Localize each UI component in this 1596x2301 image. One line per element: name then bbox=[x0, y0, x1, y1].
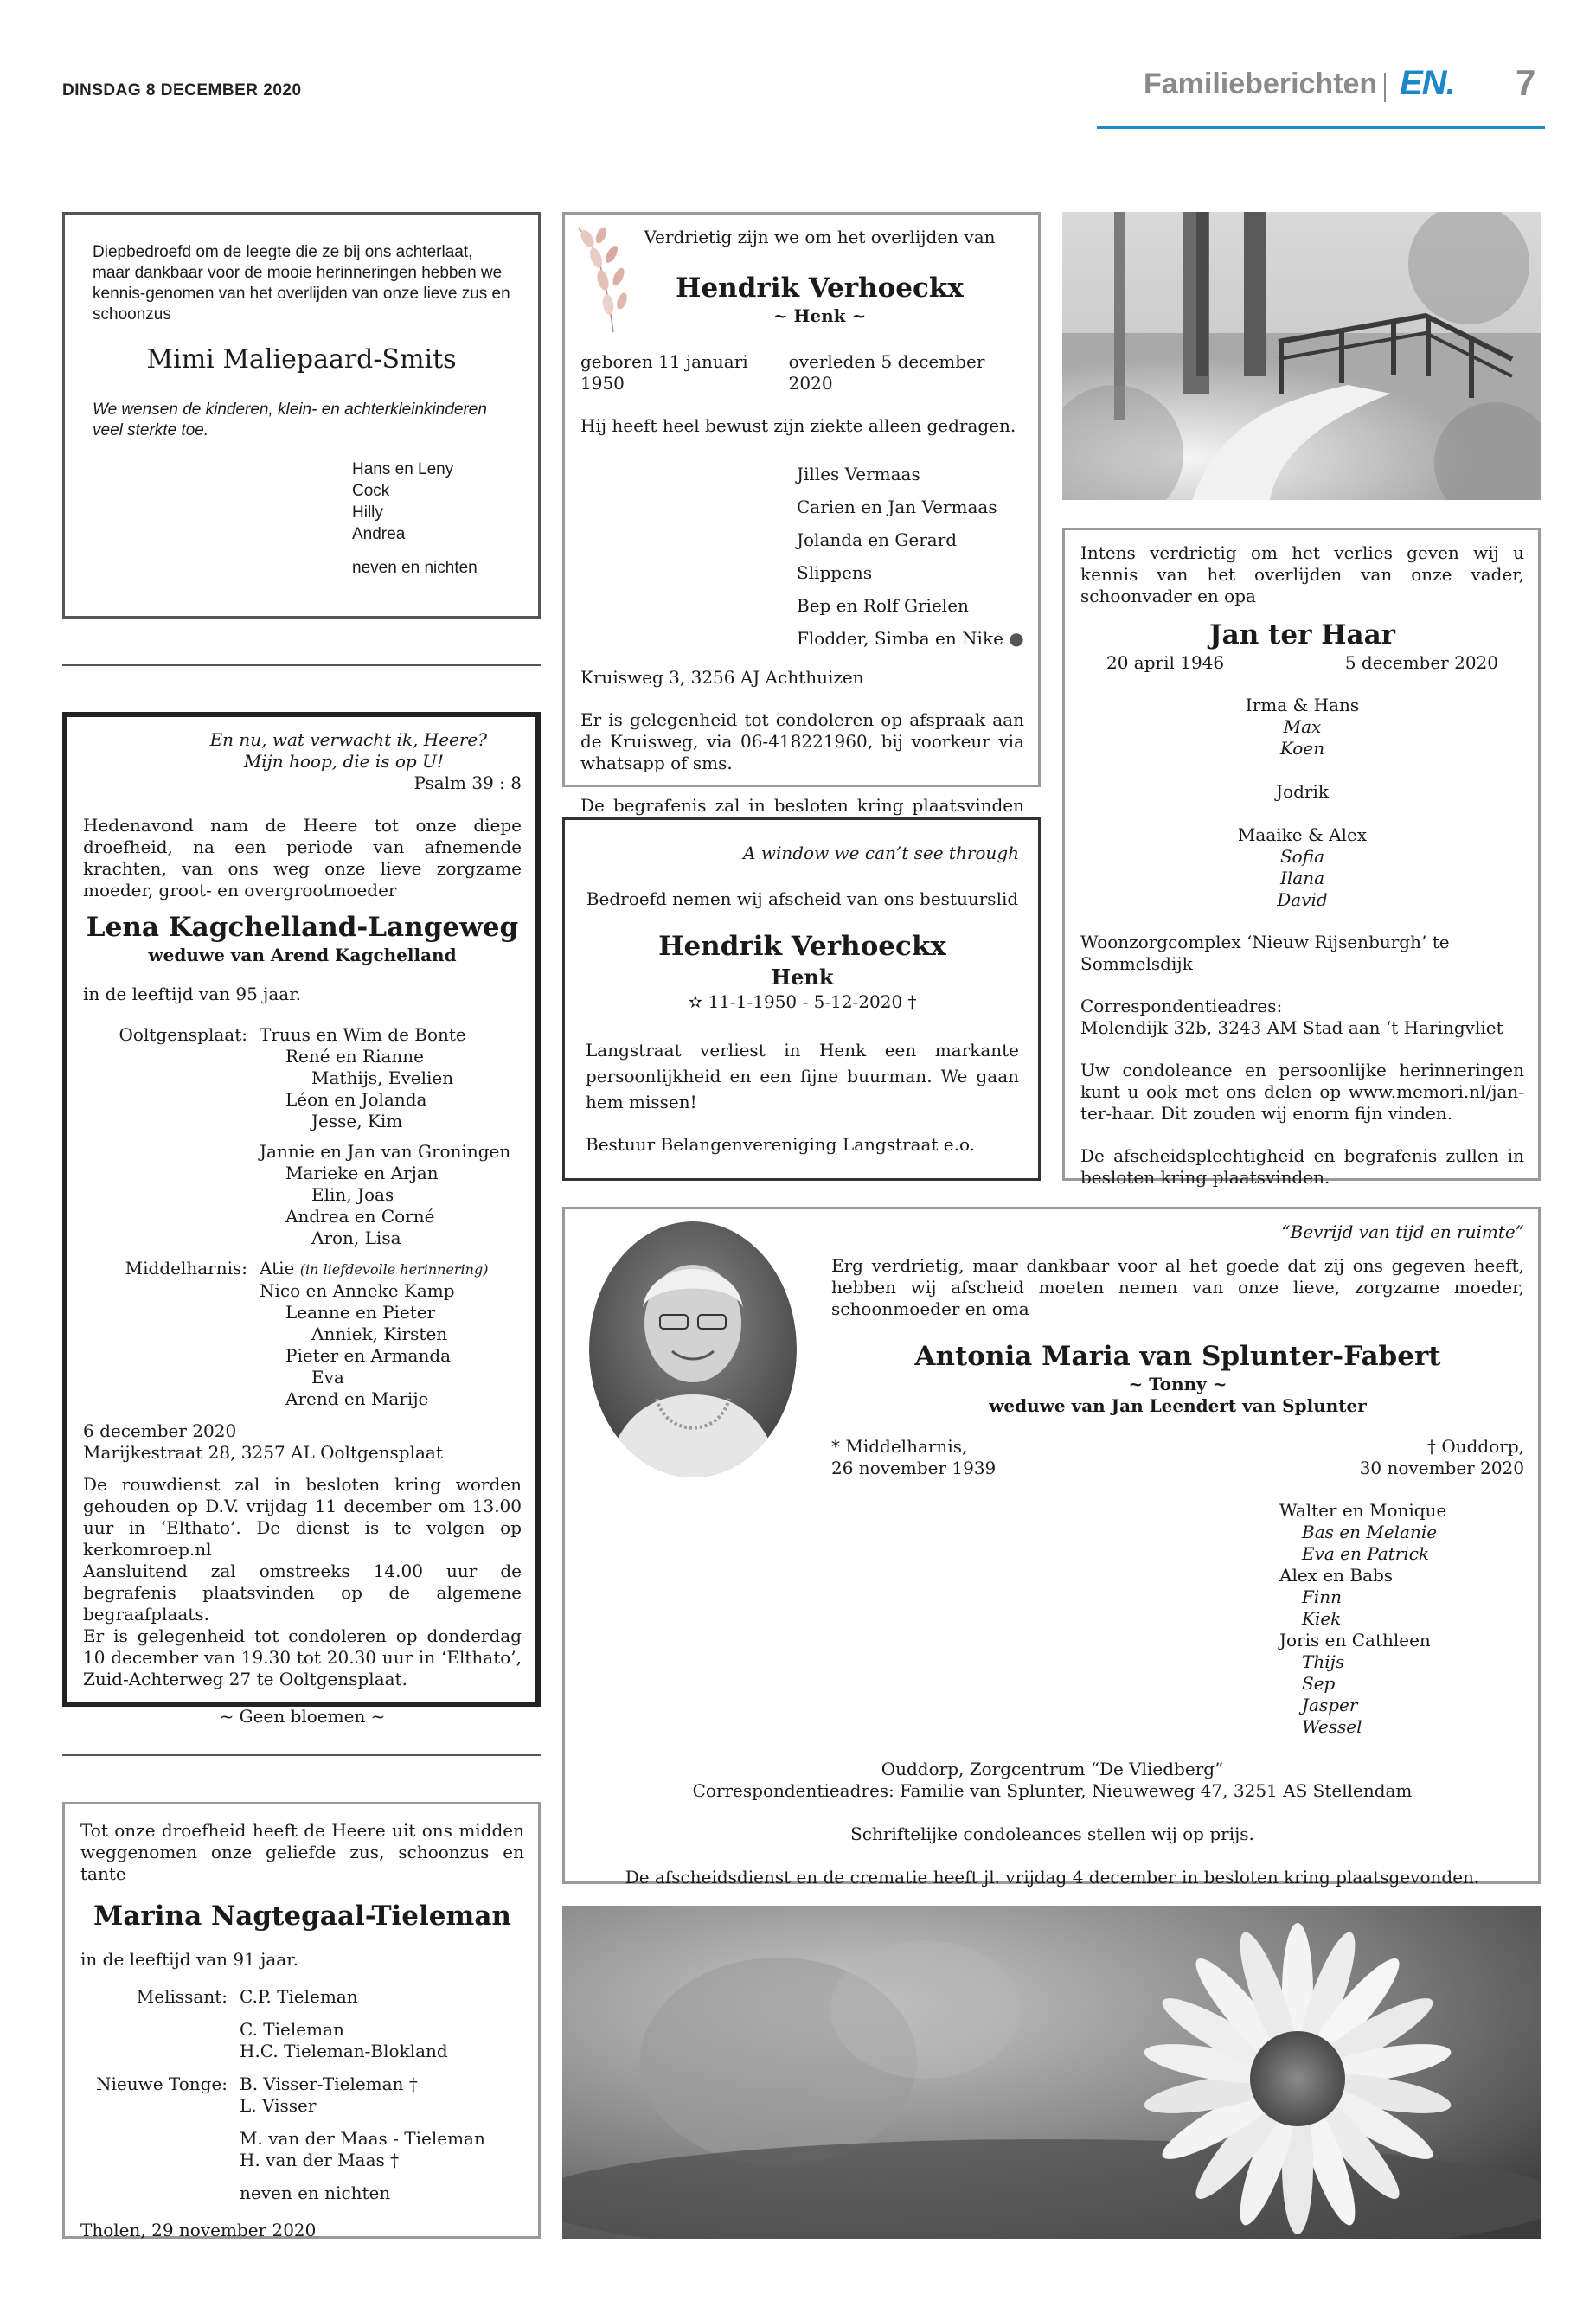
family-line: Finn bbox=[1302, 1586, 1343, 1607]
family-line: C.P. Tieleman bbox=[240, 1986, 358, 2007]
signature-line: Hans en Leny bbox=[352, 460, 454, 478]
terhaar-corr-label: Correspondentieadres: bbox=[1080, 996, 1283, 1016]
daisy-photo bbox=[562, 1906, 1541, 2239]
family-line: Carien en Jan Vermaas bbox=[797, 497, 997, 517]
family-line: Jesse, Kim bbox=[311, 1111, 403, 1131]
kagchelland-date: 6 december 2020 bbox=[83, 1420, 237, 1441]
family-line: Ilana bbox=[1279, 868, 1325, 888]
verhoeckx-condolence: Er is gelegenheid tot condoleren op afspraak aan de Kruisweg, via 06-418221960, bij voorkeur via whatsapp of sms. bbox=[580, 709, 1024, 773]
header-divider bbox=[1384, 73, 1386, 102]
forest-bridge-photo bbox=[1062, 212, 1541, 500]
kagchelland-flowers: ~ Geen bloemen ~ bbox=[219, 1706, 386, 1727]
verhoeckx-born: geboren 11 januari 1950 bbox=[580, 351, 748, 394]
family-line: Alex en Babs bbox=[1279, 1565, 1394, 1586]
family-line: Irma & Hans bbox=[1245, 695, 1360, 715]
family-line: C. Tieleman bbox=[240, 2019, 344, 2040]
splunter-died-place: † Ouddorp, bbox=[1426, 1436, 1524, 1457]
splunter-motto: “Bevrijd van tijd en ruimte” bbox=[1281, 1221, 1524, 1242]
family-line: Sep bbox=[1302, 1673, 1336, 1694]
family-line: Arend en Marije bbox=[285, 1388, 429, 1409]
verhoeckx-intro: Verdrietig zijn we om het overlijden van bbox=[644, 227, 996, 247]
place-label: Nieuwe Tonge: bbox=[95, 2073, 228, 2094]
family-line: Nico en Anneke Kamp bbox=[260, 1280, 455, 1301]
splunter-condolence: Schriftelijke condoleances stellen wij op prijs. bbox=[850, 1823, 1254, 1844]
family-line: Anniek, Kirsten bbox=[311, 1324, 448, 1344]
family-line: Thijs bbox=[1302, 1651, 1345, 1672]
obituary-verhoeckx bbox=[562, 212, 1041, 816]
kagchelland-age: in de leeftijd van 95 jaar. bbox=[83, 984, 301, 1004]
verhoeckx-note: Hij heeft heel bewust zijn ziekte alleen gedragen. bbox=[580, 415, 1016, 436]
family-line: Jilles Vermaas bbox=[797, 464, 920, 484]
terhaar-born: 20 april 1946 bbox=[1106, 652, 1225, 673]
kagchelland-name: Lena Kagchelland-Langeweg bbox=[86, 912, 519, 943]
family-line: Maaike & Alex bbox=[1237, 824, 1368, 845]
family-line: Eva bbox=[311, 1367, 344, 1388]
family-line: Wessel bbox=[1302, 1716, 1362, 1737]
terhaar-intro: Intens verdrietig om het verlies geven wij u kennis van het overlijden van onze vader, schoonvader en opa bbox=[1080, 542, 1524, 606]
family-line: Leanne en Pieter bbox=[285, 1302, 436, 1323]
kagchelland-address: Marijkestraat 28, 3257 AL Ooltgensplaat bbox=[83, 1442, 443, 1463]
terhaar-funeral: De afscheidsplechtigheid en begrafenis zullen in besloten kring plaatsvinden. bbox=[1080, 1145, 1524, 1188]
kagchelland-verse-2: Mijn hoop, die is op U! bbox=[243, 751, 444, 772]
family-line: David bbox=[1277, 889, 1328, 910]
signature-line: neven en nichten bbox=[352, 559, 478, 577]
maliepaard-intro: Diepbedroefd om de leegte die ze bij ons achterlaat, maar dankbaar voor de mooie herinneringen hebben we kennis-genomen van het overlijden van onze lieve zus en schoonzus bbox=[93, 243, 510, 324]
verhoeckx-nickname: ~ Henk ~ bbox=[772, 305, 867, 326]
tieleman-date-place: Tholen, 29 november 2020 bbox=[80, 2220, 317, 2240]
association-motto: A window we can’t see through bbox=[743, 843, 1019, 863]
signature-line: Hilly bbox=[352, 503, 383, 522]
verhoeckx-address: Kruisweg 3, 3256 AJ Achthuizen bbox=[580, 667, 864, 688]
family-line: L. Visser bbox=[240, 2095, 317, 2116]
family-line: Joris en Cathleen bbox=[1279, 1630, 1431, 1650]
branch-illustration bbox=[572, 220, 654, 341]
splunter-name: Antonia Maria van Splunter-Fabert bbox=[914, 1341, 1441, 1372]
family-line: Aron, Lisa bbox=[311, 1227, 401, 1248]
forest-bridge-image bbox=[1062, 212, 1541, 500]
obituary-verhoeckx-association bbox=[562, 817, 1041, 1181]
family-line: Bas en Melanie bbox=[1302, 1522, 1438, 1542]
family-line: Léon en Jolanda bbox=[285, 1089, 427, 1110]
family-line: Koen bbox=[1279, 738, 1325, 759]
splunter-location: Ouddorp, Zorgcentrum “De Vliedberg” bbox=[881, 1759, 1224, 1779]
association-dates: ✫ 11-1-1950 - 5-12-2020 † bbox=[688, 991, 917, 1012]
signature-line: Andrea bbox=[352, 525, 406, 543]
kagchelland-subtitle: weduwe van Arend Kagchelland bbox=[148, 945, 457, 965]
splunter-nickname: ~ Tonny ~ bbox=[1128, 1374, 1227, 1394]
family-line: Jasper bbox=[1302, 1695, 1358, 1715]
terhaar-condolence: Uw condoleance en persoonlijke herinneringen kunt u ook met ons delen op www.memori.nl/jan-ter-haar. Dit zouden wij enorm fijn vinden. bbox=[1080, 1060, 1524, 1124]
daisy-image bbox=[562, 1906, 1541, 2239]
family-line: Marieke en Arjan bbox=[285, 1163, 439, 1183]
tieleman-name: Marina Nagtegaal-Tieleman bbox=[93, 1900, 511, 1932]
family-line: Atie bbox=[260, 1258, 295, 1279]
family-line: Jodrik bbox=[1276, 781, 1329, 802]
family-line: Jannie en Jan van Groningen bbox=[260, 1141, 511, 1162]
family-line: René en Rianne bbox=[285, 1046, 425, 1067]
association-signature: Bestuur Belangenvereniging Langstraat e.o. bbox=[586, 1134, 976, 1155]
kagchelland-verse-ref: Psalm 39 : 8 bbox=[413, 772, 522, 793]
kagchelland-service: De rouwdienst zal in besloten kring worden gehouden op D.V. vrijdag 11 december om 13.00 uur in ‘Elthato’. De dienst is te volgen op kerkomroep.nl bbox=[83, 1474, 522, 1560]
section-title: Familieberichten bbox=[1144, 67, 1378, 100]
family-line: Truus en Wim de Bonte bbox=[260, 1024, 466, 1045]
splunter-born-place: * Middelharnis, bbox=[831, 1436, 968, 1457]
family-line: Elin, Joas bbox=[311, 1184, 394, 1205]
column-divider bbox=[62, 1754, 541, 1756]
place-label: Melissant: bbox=[136, 1986, 228, 2007]
kagchelland-intro: Hedenavond nam de Heere tot onze diepe droefheid, na een periode van afnemende krachten, van ons weg onze lieve zorgzame moeder, groot- en overgrootmoeder bbox=[83, 815, 522, 901]
splunter-corr: Correspondentieadres: Familie van Splunter, Nieuweweg 47, 3251 AS Stellendam bbox=[692, 1780, 1413, 1801]
memorial-note: (in liefdevolle herinnering) bbox=[299, 1261, 489, 1278]
obituary-splunter bbox=[562, 1207, 1541, 1888]
portrait-photo bbox=[589, 1221, 797, 1477]
page-number: 7 bbox=[1516, 62, 1536, 103]
place-label: Ooltgensplaat: bbox=[119, 1024, 247, 1045]
kagchelland-burial: Aansluitend zal omstreeks 14.00 uur de begrafenis plaatsvinden op de algemene begraafplaats. bbox=[83, 1561, 522, 1625]
terhaar-name: Jan ter Haar bbox=[1208, 619, 1396, 651]
kagchelland-verse-1: En nu, wat verwacht ik, Heere? bbox=[209, 729, 487, 750]
family-line: Sofia bbox=[1279, 846, 1324, 867]
terhaar-corr-address: Molendijk 32b, 3243 AM Stad aan ‘t Haringvliet bbox=[1080, 1017, 1503, 1038]
verhoeckx-died: overleden 5 december 2020 bbox=[788, 351, 985, 394]
obituary-kagchelland bbox=[62, 712, 541, 1727]
maliepaard-wish: We wensen de kinderen, klein- en achterkleinkinderen veel sterkte toe. bbox=[93, 401, 487, 439]
column-divider bbox=[62, 664, 541, 666]
verhoeckx-name: Hendrik Verhoeckx bbox=[676, 272, 964, 304]
family-line: Flodder, Simba en Nike bbox=[797, 628, 1003, 649]
family-line: M. van der Maas - Tieleman bbox=[240, 2128, 485, 2149]
family-line: Pieter en Armanda bbox=[285, 1345, 452, 1366]
header-accent-line bbox=[1097, 126, 1545, 129]
place-label: Middelharnis: bbox=[125, 1258, 247, 1279]
tieleman-intro: Tot onze droefheid heeft de Heere uit ons midden weggenomen onze geliefde zus, schoonzus en tante bbox=[80, 1820, 524, 1884]
family-line: Mathijs, Evelien bbox=[311, 1067, 454, 1088]
family-line: Bep en Rolf Grielen bbox=[797, 595, 969, 616]
association-nickname: Henk bbox=[771, 965, 834, 990]
family-line: H. van der Maas † bbox=[240, 2150, 400, 2170]
association-text: Langstraat verliest in Henk een markante persoonlijkheid en een fijne buurman. We gaan hem missen! bbox=[586, 1040, 1019, 1112]
maliepaard-name: Mimi Maliepaard-Smits bbox=[146, 344, 457, 375]
page-date: DINSDAG 8 DECEMBER 2020 bbox=[62, 81, 302, 99]
verhoeckx-funeral: De begrafenis zal in besloten kring plaatsvinden bbox=[580, 795, 1024, 816]
family-line: Andrea en Corné bbox=[285, 1206, 435, 1227]
signature-line: Cock bbox=[352, 482, 390, 500]
portrait-image bbox=[589, 1221, 797, 1477]
family-line: Eva en Patrick bbox=[1302, 1543, 1430, 1564]
family-line: Walter en Monique bbox=[1279, 1500, 1447, 1521]
maliepaard-signatures bbox=[352, 458, 510, 579]
splunter-born-date: 26 november 1939 bbox=[831, 1458, 997, 1478]
terhaar-home: Woonzorgcomplex ‘Nieuw Rijsenburgh’ te Sommelsdijk bbox=[1080, 932, 1450, 974]
association-intro: Bedroefd nemen wij afscheid van ons bestuurslid bbox=[586, 888, 1019, 909]
paw-icon: ● bbox=[1009, 628, 1024, 649]
family-line: Jolanda en Gerard Slippens bbox=[797, 529, 958, 583]
family-line: Kiek bbox=[1302, 1608, 1342, 1629]
obituary-tieleman bbox=[62, 1802, 541, 2239]
splunter-family-list bbox=[1279, 1500, 1524, 1738]
kagchelland-condolence: Er is gelegenheid tot condoleren op donderdag 10 december van 19.30 tot 20.30 uur in ‘Elthato’, Zuid-Achterweg 27 te Ooltgensplaat. bbox=[83, 1625, 522, 1689]
family-line: H.C. Tieleman-Blokland bbox=[240, 2041, 448, 2061]
tieleman-age: in de leeftijd van 91 jaar. bbox=[80, 1949, 298, 1970]
splunter-died-date: 30 november 2020 bbox=[1359, 1458, 1524, 1478]
family-line: Max bbox=[1283, 716, 1322, 737]
splunter-subtitle: weduwe van Jan Leendert van Splunter bbox=[989, 1395, 1367, 1416]
association-name: Hendrik Verhoeckx bbox=[658, 931, 946, 962]
splunter-ceremony: De afscheidsdienst en de crematie heeft jl. vrijdag 4 december in besloten kring plaatsgevonden. bbox=[625, 1867, 1480, 1888]
terhaar-died: 5 december 2020 bbox=[1344, 652, 1498, 673]
obituary-terhaar bbox=[1062, 528, 1541, 1188]
family-line: B. Visser-Tieleman † bbox=[240, 2073, 418, 2094]
splunter-intro: Erg verdrietig, maar dankbaar voor al het goede dat zij ons gegeven heeft, hebben wij afscheid moeten nemen van onze lieve, zorgzame moeder, schoonmoeder en oma bbox=[831, 1255, 1524, 1319]
brand-logo: EN. bbox=[1400, 64, 1455, 102]
obituary-maliepaard bbox=[62, 212, 541, 619]
family-line: neven en nichten bbox=[240, 2182, 391, 2203]
